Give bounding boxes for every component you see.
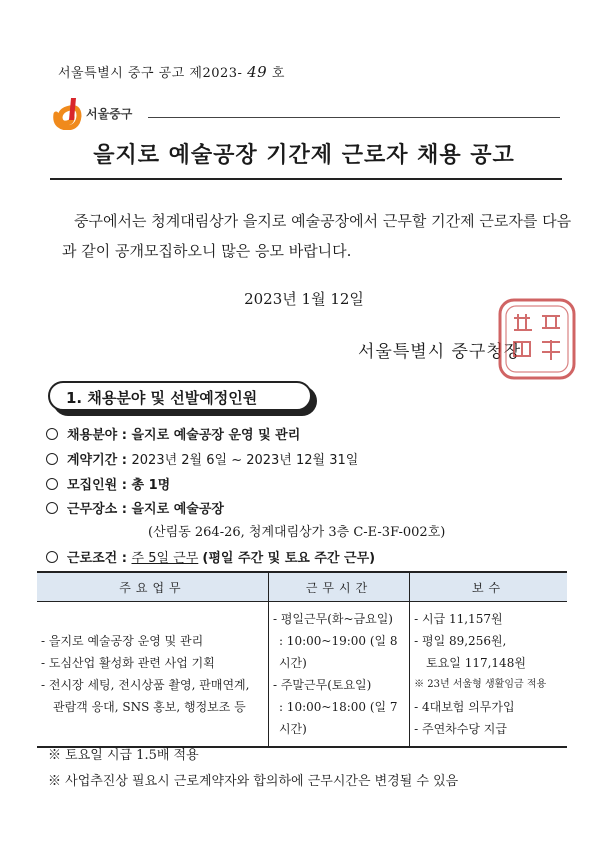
- item-note: (평일 주간 및 토요 주간 근무): [202, 551, 376, 566]
- notice-handwritten-number: 49: [247, 63, 268, 81]
- item-key: 계약기간: [67, 453, 118, 468]
- circle-bullet-icon: [46, 551, 58, 563]
- official-seal-icon: [496, 296, 578, 382]
- list-item: - 주연차수당 지급: [414, 722, 507, 736]
- item-key: 채용분야: [67, 428, 118, 443]
- list-item: ※ 23년 서울형 생활임금 적용: [414, 679, 547, 690]
- list-item: - 도심산업 활성화 관련 사업 기획: [41, 656, 215, 670]
- list-item: : 10:00~18:00 (일 7시간): [278, 700, 398, 736]
- item-value: 주 5일 근무: [131, 551, 199, 566]
- list-item: - 전시장 세팅, 전시상품 촬영, 판매연계,: [41, 678, 250, 692]
- item-conditions: 근로조건 : 주 5일 근무 (평일 주간 및 토요 주간 근무): [46, 547, 375, 566]
- notice-prefix: 서울특별시 중구 공고 제2023-: [58, 66, 243, 81]
- title-divider: [50, 178, 562, 180]
- list-item: - 주말근무(토요일): [272, 678, 372, 692]
- list-item: - 을지로 예술공장 운영 및 관리: [41, 634, 204, 648]
- list-item: : 10:00~19:00 (일 8시간): [278, 634, 398, 670]
- item-key: 근로조건: [67, 551, 118, 566]
- header-divider: [148, 117, 560, 118]
- header-hours: 근무시간: [268, 572, 409, 602]
- footnote: ※ 토요일 시급 1.5배 적용: [48, 748, 199, 763]
- item-headcount: 모집인원 : 총 1명: [46, 474, 170, 493]
- workplace-address: (산림동 264-26, 청계대림상가 3층 C-E-3F-002호): [148, 525, 446, 540]
- list-item: 토요일 117,148원: [426, 656, 526, 670]
- logo-text: 서울중구: [86, 107, 133, 121]
- item-key: 근무장소: [67, 502, 118, 517]
- hours-cell: [268, 602, 409, 748]
- list-item: - 평일근무(화~금요일): [272, 612, 393, 626]
- item-value: 2023년 2월 6일 ~ 2023년 12월 31일: [131, 453, 359, 468]
- notice-suffix: 호: [271, 66, 285, 81]
- item-field: 채용분야 : 을지로 예술공장 운영 및 관리: [46, 424, 300, 443]
- item-value: 을지로 예술공장 운영 및 관리: [131, 428, 301, 443]
- table-row: [37, 602, 567, 748]
- list-item: 관람객 응대, SNS 홍보, 행정보조 등: [53, 700, 246, 714]
- page-title: 을지로 예술공장 기간제 근로자 채용 공고: [93, 143, 515, 168]
- list-item: - 4대보험 의무가입: [414, 700, 515, 714]
- item-contract-period: 계약기간 : 2023년 2월 6일 ~ 2023년 12월 31일: [46, 449, 358, 468]
- circle-bullet-icon: [46, 502, 58, 514]
- footnote: ※ 사업추진상 필요시 근로계약자와 합의하에 근무시간은 변경될 수 있음: [48, 774, 459, 789]
- table-header-row: [37, 572, 567, 602]
- notice-date: 2023년 1월 12일: [244, 290, 364, 308]
- duties-cell: [37, 602, 268, 748]
- item-value: 총 1명: [131, 478, 171, 493]
- section-heading: 1. 채용분야 및 선발예정인원: [66, 389, 258, 407]
- item-value: 을지로 예술공장: [131, 502, 224, 517]
- item-workplace: 근무장소 : 을지로 예술공장: [46, 498, 224, 517]
- list-item: - 평일 89,256원,: [414, 634, 507, 648]
- circle-bullet-icon: [46, 478, 58, 490]
- circle-bullet-icon: [46, 453, 58, 465]
- intro-text: 중구에서는 청계대림상가 을지로 예술공장에서 근무할 기간제 근로자를 다음과 같이 공개모집하오니 많은 응모 바랍니다.: [62, 212, 572, 260]
- notice-number: [58, 62, 285, 81]
- header-pay: 보수: [410, 572, 567, 602]
- item-key: 모집인원: [67, 478, 118, 493]
- circle-bullet-icon: [46, 428, 58, 440]
- junggu-logo-icon: [52, 96, 82, 130]
- list-item: - 시급 11,157원: [414, 612, 503, 626]
- issuer-name: 서울특별시 중구청장: [358, 342, 522, 362]
- header-duties: 주요업무: [37, 572, 268, 602]
- work-conditions-table: [37, 571, 567, 748]
- pay-cell: [410, 602, 567, 748]
- intro-paragraph: [62, 206, 572, 266]
